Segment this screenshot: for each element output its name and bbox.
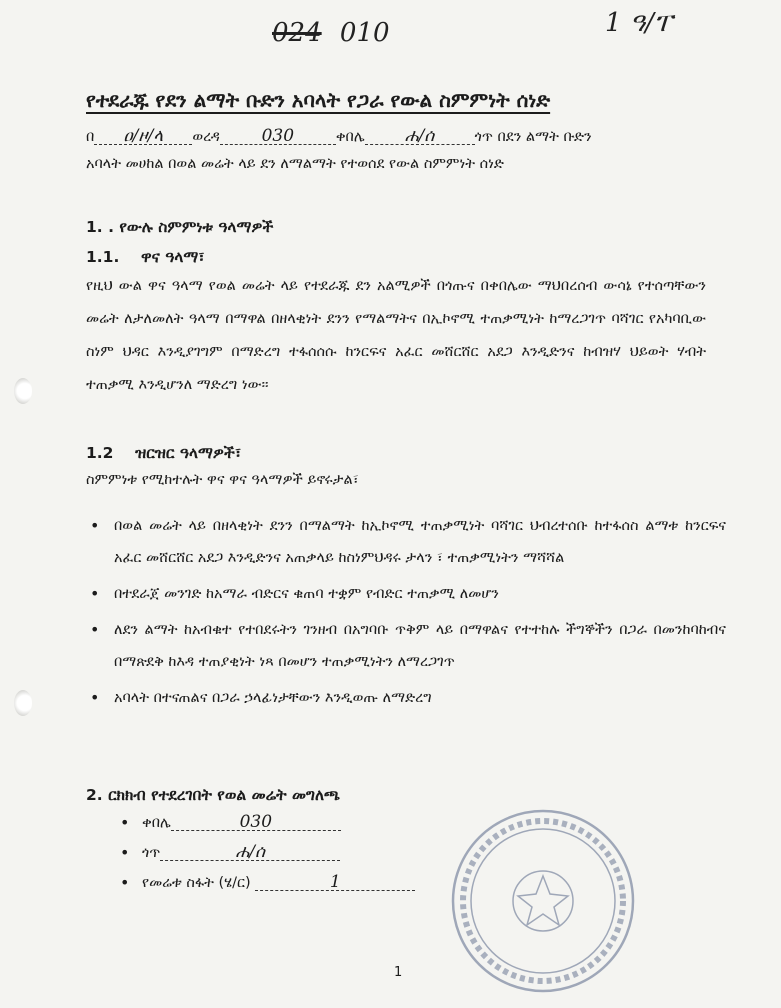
intro-line-1: በ ዐ/ዞ/ላ ወረዳ 030 ቀበሌ ሐ/ሰ ጎጥ በደን ልማት ቡድን (86, 126, 592, 146)
list-item: • በተደራጀ መንገድ ከአማራ ብድርና ቁጠባ ተቋም የብድር ተጠቃሚ ለመሆን (86, 578, 726, 610)
punch-hole (14, 690, 32, 716)
struck-number: 024 (272, 18, 322, 48)
section-2-heading: 2. ርክክብ የተደረገበት የወል መሬት መግለጫ (86, 786, 341, 804)
list-item: • አባላት በተናጠልና በጋራ ኃላፊነታቸውን እንዲወጡ ለማድረግ (86, 682, 726, 714)
specific-objectives-list (86, 510, 726, 718)
punch-hole (14, 378, 32, 404)
document-title: የተደራጁ የደን ልማት ቡድን አባላት የጋራ የውል ስምምነት ሰነድ (86, 88, 551, 112)
page-number: 1 (394, 965, 403, 980)
section-1-heading: 1. . የውሉ ስምምነቱ ዓላማዎች (86, 218, 274, 236)
section-1-1-heading: 1.1. ዋና ዓላማ፣ (86, 248, 205, 266)
region-fill: ዐ/ዞ/ላ (94, 128, 192, 145)
kebele-fill: ሐ/ሰ (365, 128, 475, 145)
list-item: • ቀበሌ 030 (118, 808, 415, 838)
list-item: • ለደን ልማት ከአብቁተ የተበደሩትን ገንዘብ በአግባቡ ጥቅም ላይ በማዋልና የተተከሉ ችግኞችን በጋራ በመንከባከብና በማጽደቅ ከእዳ ተጠያቂነት ነጻ በመሆን ተጠቃሚነትን ለማረጋገጥ (86, 614, 726, 678)
woreda-fill: 030 (220, 128, 336, 145)
land-description-list (118, 808, 415, 898)
handwritten-page-ref: 1 ዓ/ፐ (605, 8, 673, 38)
kebele-value: 030 (171, 814, 341, 831)
list-item: • የመሬቱ ስፋት (ሄ/ር) 1 (118, 868, 415, 898)
official-seal (448, 806, 638, 996)
list-item: • በወል መሬት ላይ በዘላቂነት ደንን በማልማት ከኢኮኖሚ ተጠቃሚነት ባሻገር ህብረተሰቡ ከተፋሰስ ልማቱ ከንርፍና አፈር መሸርሸር አደጋ እንዲድንና አጠቃላይ ከስነምህዳሩ ታላን ፣ ተጠቃሚነትን ማሻሻል (86, 510, 726, 574)
got-value: ሐ/ሰ (160, 844, 340, 861)
intro-line-2: አባላት መሀከል በወል መሬት ላይ ደን ለማልማት የተወሰደ የውል ስምምነት ሰነድ (86, 156, 504, 172)
file-number: 010 (339, 18, 390, 48)
main-objective-text: የዚህ ውል ዋና ዓላማ የወል መሬት ላይ የተደራጁ ደን አልሚዎች በጎጡና በቀበሌው ማህበረሰብ ውሳኔ የተሰጣቸውን መሬት ለታለመለት ዓላማ በማዋል በዘላቂነት ደንን የማልማትና በኢኮኖሚ ተጠቃሚነት ከማረጋገጥ ባሻገር የአካባቢው ስነም ህዳር እንዲያገግም በማድረግ ተፋሰሰሱ ከንርፍና አፈር መሸርሸር አደጋ እንዲድንና ከብዝሃ ህይወት ሃብት ተጠቃሚ እንዲሆንለ ማድረግ ነው፡፡ (86, 278, 706, 393)
list-item: • ጎጥ ሐ/ሰ (118, 838, 415, 868)
specific-objectives-intro: ስምምነቱ የሚከተሉት ዋና ዋና ዓላማዎች ይኖሩታል፣ (86, 472, 359, 488)
land-area-value: 1 (255, 874, 415, 891)
handwritten-file-number (272, 18, 390, 48)
section-1-2-heading: 1.2 ዝርዝር ዓላማዎች፣ (86, 444, 242, 462)
